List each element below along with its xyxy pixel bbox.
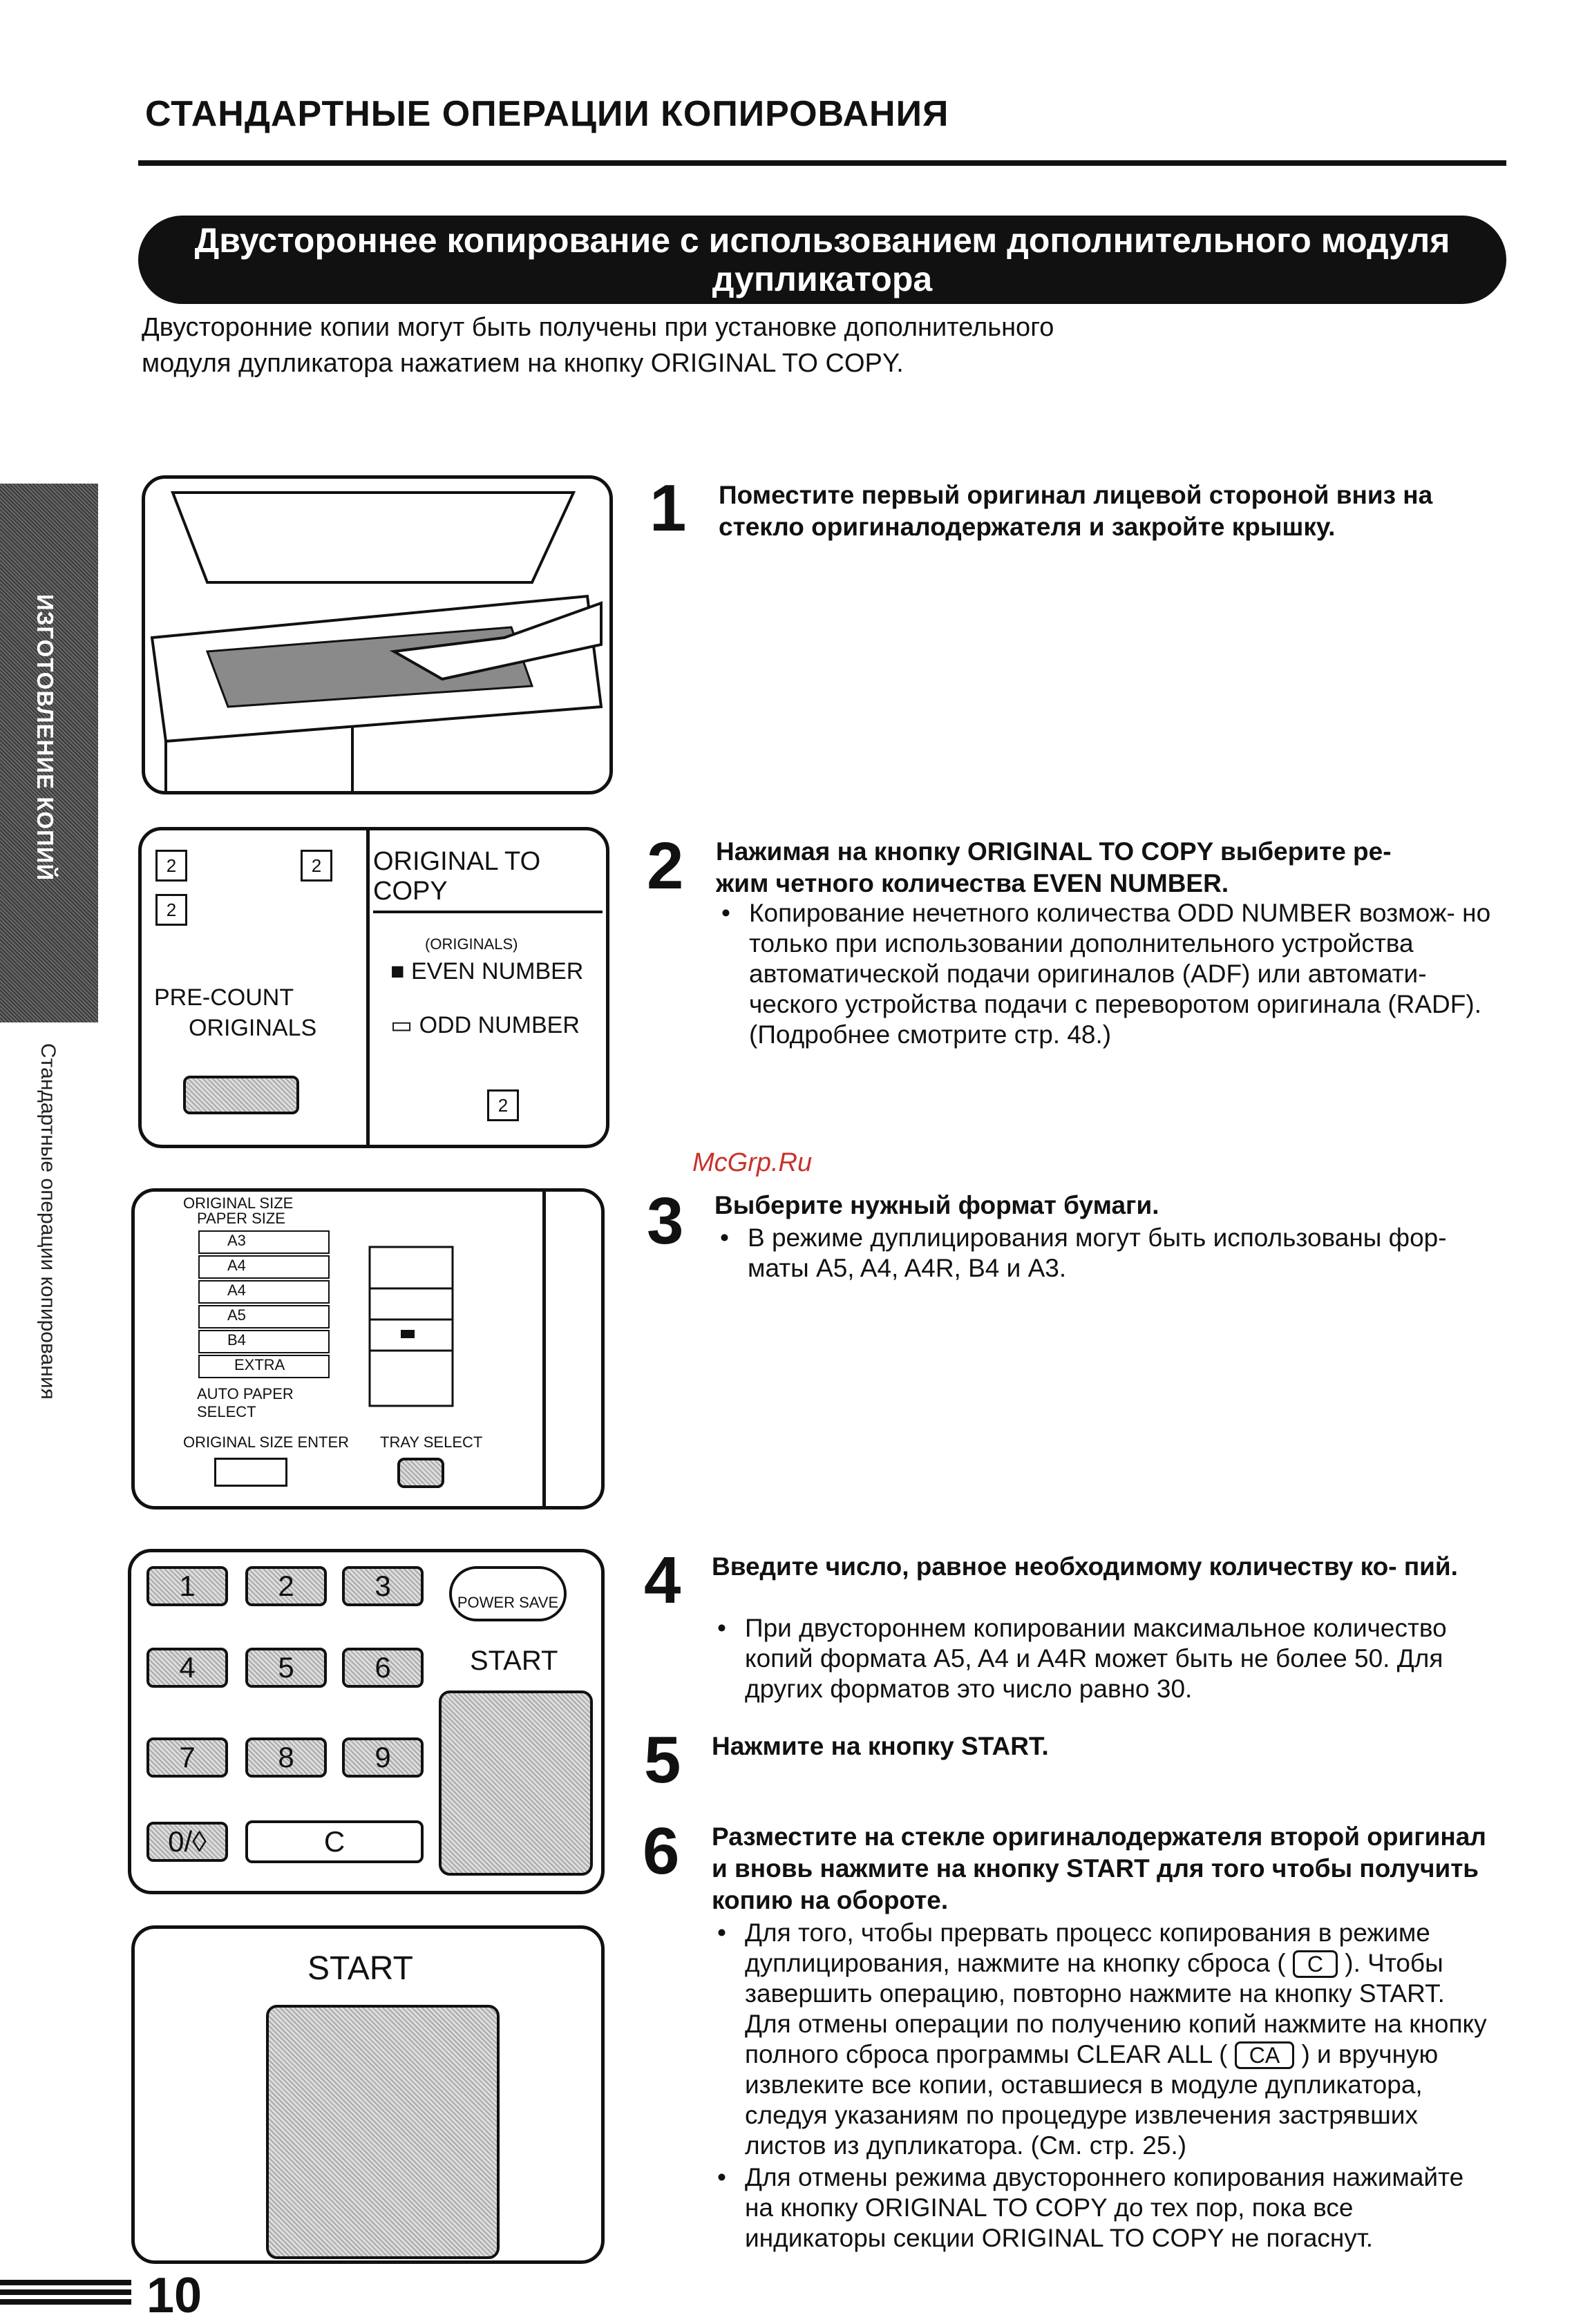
precount-label [154, 982, 316, 1043]
original-to-copy-title: ORIGINAL TO COPY [373, 847, 603, 913]
illustration-paper-size-panel [131, 1188, 605, 1509]
start-label: START [470, 1646, 558, 1676]
step-number: 3 [647, 1184, 684, 1258]
step-6-bullet-1-part-c: ) и вручную извлеките все копии, оставшиеся в модуле дупликатора, следуя указаниям по процедуре извлечения застрявших листов из дупликатора. (См. стр. 25.) [745, 2040, 1439, 2160]
step-number: 4 [644, 1543, 681, 1617]
duplex-glyph-icon: 2 [301, 850, 332, 882]
panel-divider [366, 830, 370, 1145]
key-7[interactable]: 7 [146, 1737, 228, 1778]
step-4-title: Введите число, равное необходимому количеству ко- пий. [712, 1552, 1458, 1581]
even-number-option[interactable]: ■ EVEN NUMBER [390, 958, 584, 984]
page-header-title: СТАНДАРТНЫЕ ОПЕРАЦИИ КОПИРОВАНИЯ [145, 94, 949, 134]
section-title-line1: Двустороннее копирование с использованием дополнительного модуля [194, 221, 1450, 260]
step-number: 1 [650, 471, 687, 545]
step-1-title: Поместите первый оригинал лицевой стороной вниз на стекло оригиналодержателя и закройте крышку. [719, 481, 1433, 541]
step-number: 2 [647, 829, 684, 903]
odd-number-option[interactable]: ▭ ODD NUMBER [390, 1012, 580, 1038]
section-title-line2: дупликатора [712, 260, 933, 298]
key-zero[interactable]: 0/◊ [146, 1822, 228, 1862]
header-rule [138, 160, 1506, 166]
power-save-button[interactable]: POWER SAVE [449, 1566, 567, 1621]
intro-line1: Двусторонние копии могут быть получены при установке дополнительного [142, 313, 1054, 342]
intro-line2: модуля дупликатора нажатием на кнопку ORIGINAL TO COPY. [142, 349, 904, 378]
copier-tray-diagram [349, 1219, 466, 1413]
start-button[interactable] [266, 2005, 500, 2259]
footer-bars [0, 2280, 131, 2309]
illustration-scanner-glass [142, 475, 613, 794]
scanner-drawing [145, 479, 609, 791]
step-2-title-line1: Нажимая на кнопку ORIGINAL TO COPY выберите ре- [716, 837, 1392, 866]
step-4-bullet: • При двустороннем копировании максимальное количество копий формата A5, A4 и A4R может быть не более 50. Для других форматов это число равно 30. [712, 1613, 1492, 1704]
illustration-keypad-panel [128, 1549, 605, 1894]
paper-size-header: PAPER SIZE [197, 1210, 285, 1227]
precount-button[interactable] [183, 1076, 299, 1114]
step-4-bullets [712, 1613, 1492, 1706]
step-5-title: Нажмите на кнопку START. [712, 1732, 1049, 1760]
step-6-bullet-1-part-b: ). Чтобы завершить операцию, повторно нажмите на кнопку START. Для отмены операции по получению копий нажмите на кнопку полного сброса программы CLEAR ALL ( [745, 1949, 1487, 2068]
intro-text [142, 309, 1178, 381]
size-item[interactable]: A3 [198, 1230, 330, 1254]
tray-select-label: TRAY SELECT [380, 1434, 483, 1451]
step-3-bullets [714, 1223, 1495, 1285]
panel-divider [542, 1192, 546, 1506]
key-3[interactable]: 3 [342, 1566, 424, 1606]
step-6-bullet-2: • Для отмены режима двустороннего копирования нажимайте на кнопку ORIGINAL TO COPY до тех пор, пока все индикаторы секции ORIGINAL TO COPY не погаснут. [712, 2162, 1496, 2254]
key-9[interactable]: 9 [342, 1737, 424, 1778]
step-6-bullet-1-part-a: Для того, чтобы прервать процесс копирования в режиме дуплицирования, нажмите на кнопку сброса ( [745, 1918, 1430, 1977]
key-2[interactable]: 2 [245, 1566, 327, 1606]
size-item[interactable]: A4 [198, 1255, 330, 1279]
odd-number-label: ODD NUMBER [419, 1012, 580, 1038]
step-2-title [716, 836, 1497, 899]
step-6-bullets [712, 1918, 1496, 2255]
original-size-header: ORIGINAL SIZE [183, 1194, 294, 1212]
clear-key-icon: C [1293, 1950, 1338, 1978]
step-number: 6 [643, 1814, 680, 1888]
start-button[interactable] [439, 1690, 593, 1876]
original-size-enter-button[interactable] [214, 1458, 287, 1487]
illustration-original-to-copy-panel [138, 827, 609, 1148]
key-4[interactable]: 4 [146, 1648, 228, 1688]
page-number: 10 [146, 2268, 202, 2323]
original-size-enter-label: ORIGINAL SIZE ENTER [183, 1434, 350, 1451]
size-item[interactable]: B4 [198, 1330, 330, 1353]
duplex-glyph-icon: 2 [487, 1089, 519, 1121]
step-2-bullets [716, 898, 1497, 1051]
key-5[interactable]: 5 [245, 1648, 327, 1688]
key-8[interactable]: 8 [245, 1737, 327, 1778]
key-1[interactable]: 1 [146, 1566, 228, 1606]
precount-line2: ORIGINALS [189, 1015, 317, 1041]
even-number-label: EVEN NUMBER [410, 958, 584, 984]
tray-select-button[interactable] [397, 1458, 444, 1488]
auto-paper-label: AUTO PAPER SELECT [197, 1385, 294, 1420]
size-list [198, 1230, 330, 1378]
illustration-start-panel [131, 1925, 605, 2264]
step-2-bullet: • Копирование нечетного количества ODD NUMBER возмож- но только при использовании дополнительного устройства автоматической подачи оригиналов (ADF) или автомати- ческого устройства подачи с переворотом оригинала (RADF). (Подробнее смотрите стр. 48.) [716, 898, 1497, 1050]
step-6-title: Разместите на стекле оригиналодержателя второй оригинал и вновь нажмите на кнопку START для того чтобы получить копию на обороте. [712, 1822, 1486, 1914]
size-item[interactable]: A4 [198, 1280, 330, 1304]
duplex-glyph-icon: 2 [155, 894, 187, 926]
clear-all-key-icon: CA [1235, 2041, 1294, 2069]
watermark: McGrp.Ru [692, 1148, 813, 1177]
step-6-bullet-1 [712, 1918, 1496, 2161]
step-2-title-line2: жим четного количества EVEN NUMBER. [716, 869, 1229, 897]
step-3-title: Выберите нужный формат бумаги. [714, 1191, 1159, 1219]
key-6[interactable]: 6 [342, 1648, 424, 1688]
size-item[interactable]: A5 [198, 1305, 330, 1328]
key-clear[interactable]: C [245, 1820, 424, 1863]
side-tab-label: ИЗГОТОВЛЕНИЕ КОПИЙ [32, 594, 58, 882]
precount-line1: PRE-COUNT [154, 984, 294, 1011]
start-label: START [307, 1950, 413, 1987]
step-3-bullet: • В режиме дуплицирования могут быть использованы фор- маты A5, A4, A4R, B4 и A3. [714, 1223, 1495, 1284]
section-banner [138, 216, 1506, 304]
step-number: 5 [644, 1723, 681, 1797]
duplex-glyph-icon: 2 [155, 850, 187, 882]
size-item[interactable]: EXTRA [198, 1355, 330, 1378]
originals-label: (ORIGINALS) [425, 935, 518, 953]
size-headers [183, 1196, 349, 1226]
running-title: Стандартные операции копирования [37, 1043, 59, 1400]
